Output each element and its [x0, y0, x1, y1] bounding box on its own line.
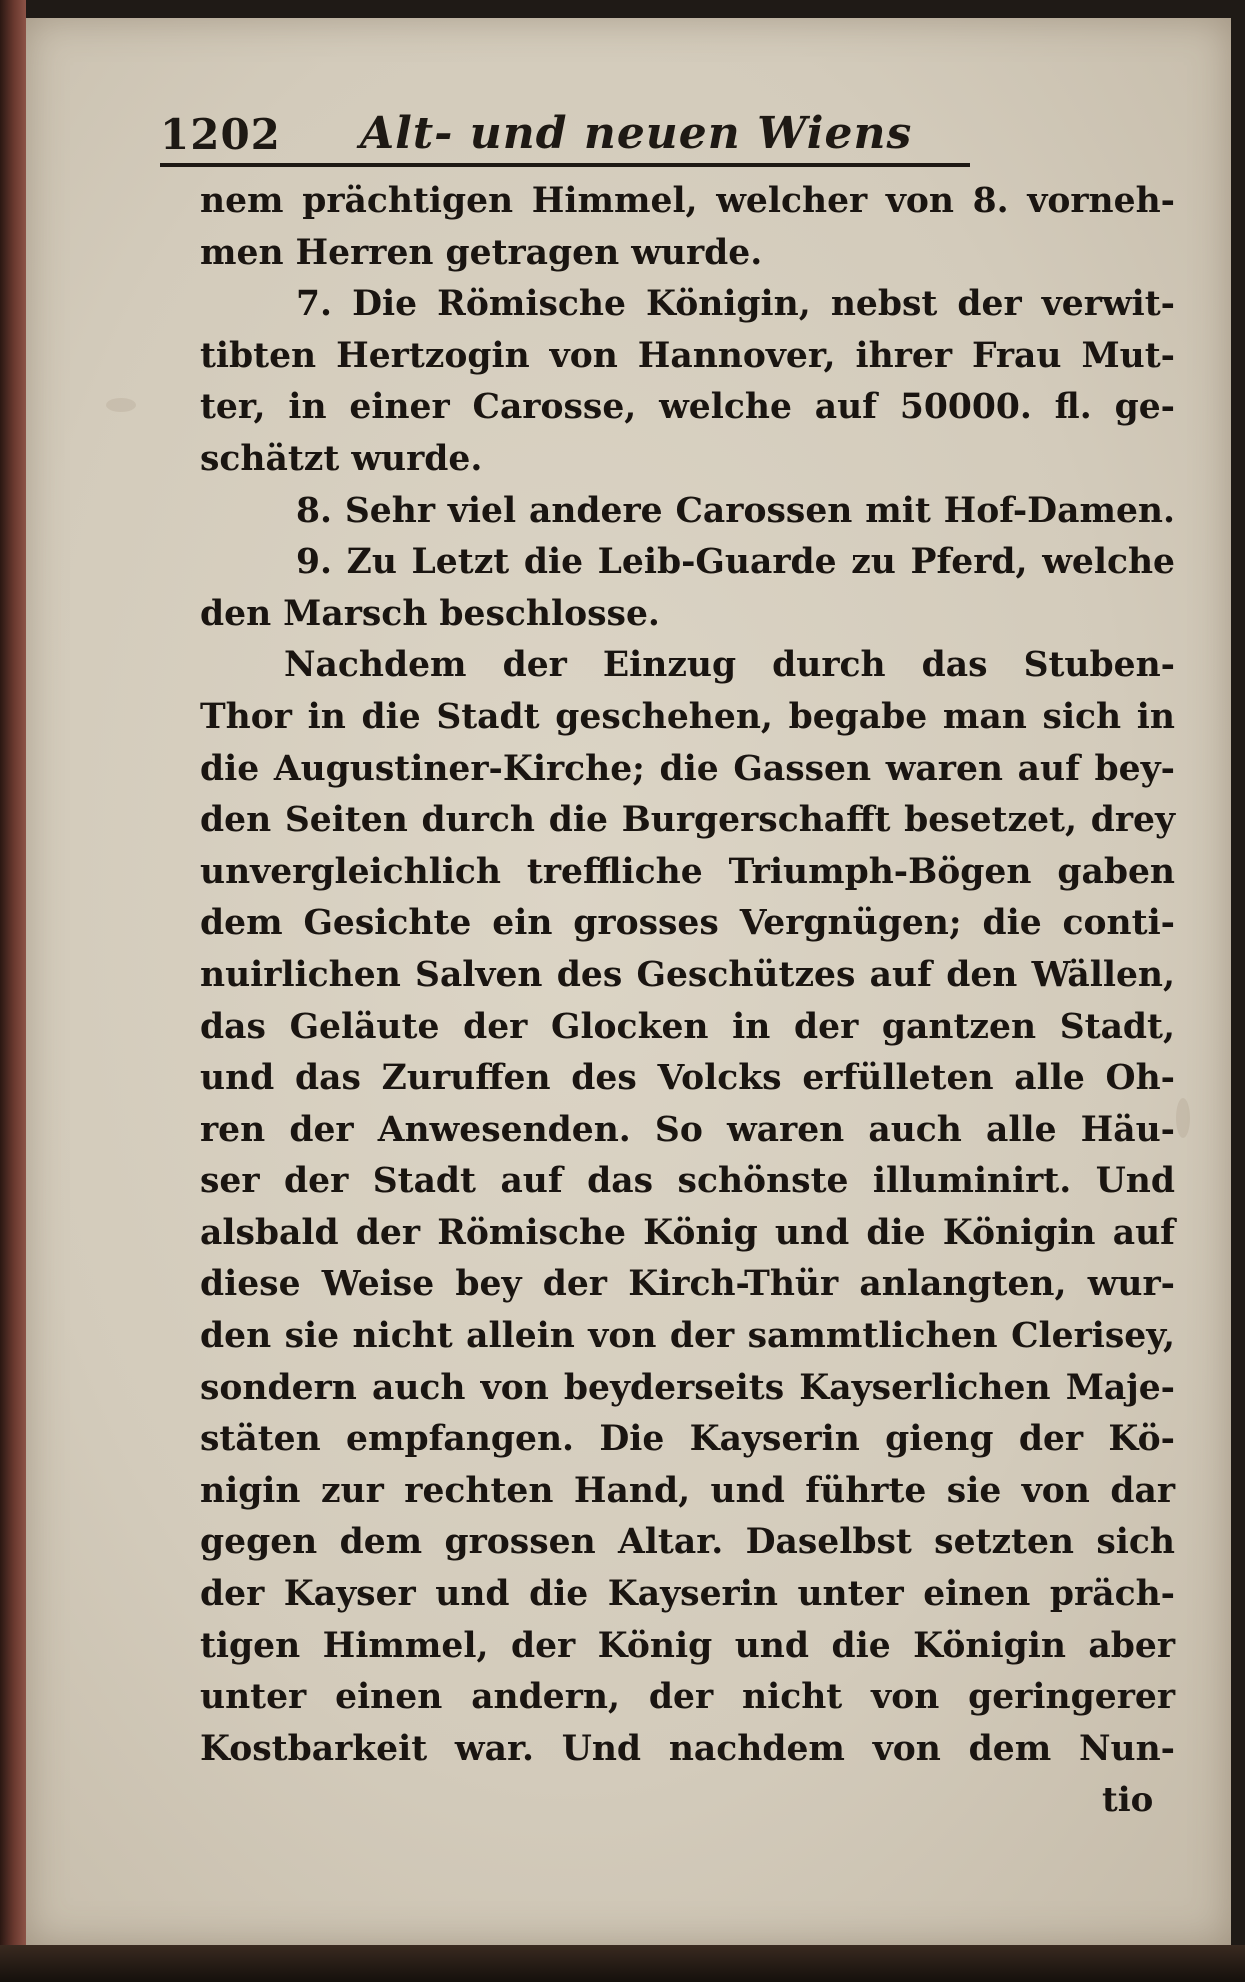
page-number: 1202 — [160, 110, 281, 159]
text-line: Nachdem der Einzug durch das Stuben- — [284, 645, 1175, 686]
text-line: 9. Zu Letzt die Leib-Guarde zu Pferd, welche — [296, 542, 1175, 583]
text-line: dem Gesichte ein grosses Vergnügen; die conti- — [200, 903, 1175, 944]
text-line: Thor in die Stadt geschehen, begabe man sich in — [200, 696, 1175, 737]
text-line: sondern auch von beyderseits Kayserlichen Maje- — [200, 1367, 1175, 1408]
text-line: ser der Stadt auf das schönste illuminirt. Und — [200, 1161, 1175, 1202]
text-line: men Herren getragen wurde. — [200, 232, 763, 273]
running-head — [160, 100, 970, 160]
text-line: diese Weise bey der Kirch-Thür anlangten, wur- — [200, 1264, 1175, 1305]
text-line: schätzt wurde. — [200, 438, 483, 479]
text-line: die Augustiner-Kirche; die Gassen waren auf bey- — [200, 748, 1175, 789]
running-title: Alt- und neuen Wiens — [360, 108, 913, 159]
text-line: stäten empfangen. Die Kayserin gieng der Kö- — [200, 1419, 1175, 1460]
body-text — [200, 176, 1190, 1775]
text-line: gegen dem grossen Altar. Daselbst setzten sich — [200, 1522, 1175, 1563]
header-rule — [160, 163, 970, 167]
text-line: den Seiten durch die Burgerschafft besetzet, drey — [200, 800, 1175, 841]
text-line: den sie nicht allein von der sammtlichen Clerisey, — [200, 1316, 1175, 1357]
text-line: ren der Anwesenden. So waren auch alle Häu- — [200, 1109, 1175, 1150]
text-line: das Geläute der Glocken in der gantzen Stadt, — [200, 1006, 1175, 1047]
text-line: den Marsch beschlosse. — [200, 593, 660, 634]
text-line: tigen Himmel, der König und die Königin aber — [200, 1625, 1175, 1666]
text-line: tibten Hertzogin von Hannover, ihrer Frau Mut- — [200, 335, 1175, 376]
catchword: tio — [1102, 1780, 1154, 1820]
text-line: unvergleichlich treffliche Triumph-Bögen gaben — [200, 851, 1175, 892]
text-line: alsbald der Römische König und die Königin auf — [200, 1212, 1175, 1253]
text-line: nigin zur rechten Hand, und führte sie von dar — [200, 1470, 1175, 1511]
text-line: der Kayser und die Kayserin unter einen präch- — [200, 1574, 1175, 1615]
text-line: ter, in einer Carosse, welche auf 50000. fl. ge- — [200, 387, 1175, 428]
text-line: und das Zuruffen des Volcks erfülleten alle Oh- — [200, 1058, 1175, 1099]
book-bottom-edge — [0, 1945, 1245, 1982]
text-line: Kostbarkeit war. Und nachdem von dem Nun- — [200, 1728, 1175, 1769]
text-line: unter einen andern, der nicht von geringerer — [200, 1677, 1175, 1718]
text-line: 7. Die Römische Königin, nebst der verwit- — [296, 284, 1175, 325]
text-line: nem prächtigen Himmel, welcher von 8. vorneh- — [200, 181, 1175, 221]
text-line: 8. Sehr viel andere Carossen mit Hof-Damen. — [296, 490, 1175, 531]
book-binding-edge — [0, 0, 26, 1982]
text-line: nuirlichen Salven des Geschützes auf den Wällen, — [200, 954, 1175, 995]
paper-stain — [106, 398, 136, 412]
